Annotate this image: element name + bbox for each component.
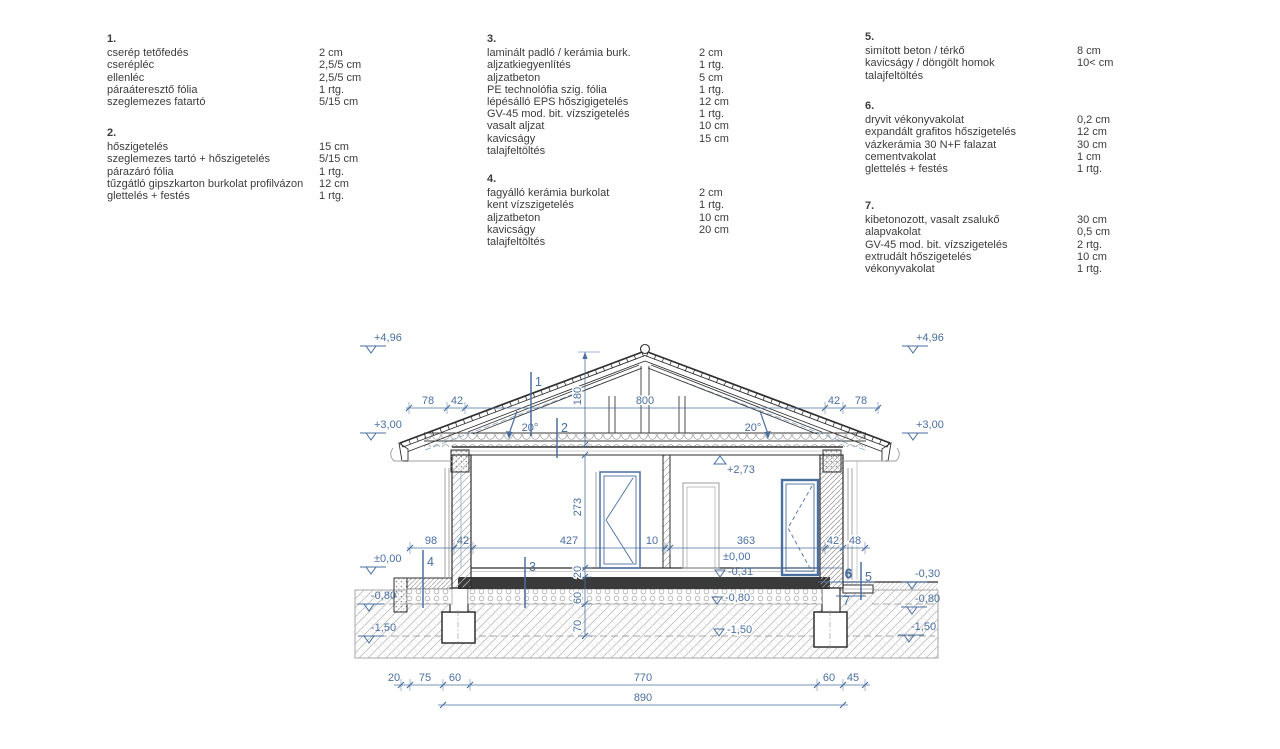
legend-item-name: aljzatkiegyenlítés [487, 59, 571, 72]
legend-item-value: 0,5 cm [1077, 226, 1111, 239]
legend-item-name: cserépléc [107, 59, 155, 72]
elev-right-m080: -0,80 [915, 593, 941, 605]
legend-item-name: talajfeltöltés [487, 235, 546, 248]
elev-right-496: +4,96 [916, 332, 944, 344]
dim-found-770: 770 [633, 672, 653, 684]
legend-item-name: GV-45 mod. bit. vízszigetelés [865, 238, 1008, 251]
elev-mid-m150: -1,50 [727, 624, 753, 636]
ref-3: 3 [529, 560, 536, 574]
opening-inner [687, 487, 715, 568]
legend-item-value: 15 cm [699, 132, 729, 145]
ref-5: 5 [865, 570, 872, 584]
dim-floor-98: 98 [424, 535, 438, 547]
dim-floor-10: 10 [645, 535, 659, 547]
legend-item-value: 1 cm [1077, 150, 1101, 163]
elev-left-496: +4,96 [374, 332, 402, 344]
legend-item-value: 5 cm [699, 71, 723, 84]
legend-item-value: 1 rtg. [319, 189, 345, 202]
dim-roof-800: 800 [635, 395, 655, 407]
dim-vert-60: 60 [572, 591, 584, 605]
legend-item-name: vázkerámia 30 N+F falazat [865, 138, 997, 151]
elev-right-m030: -0,30 [915, 568, 941, 580]
dim-roof-right-42: 42 [827, 395, 841, 407]
opening-outline [683, 483, 719, 568]
legend-item-value: 12 cm [699, 95, 729, 108]
ring-beam-left [451, 450, 469, 472]
legend-item-value: 5/15 cm [319, 95, 359, 108]
dim-found-60-left: 60 [448, 672, 462, 684]
legend-item-name: talajfeltöltés [865, 69, 924, 82]
dim-floor-48: 48 [848, 535, 862, 547]
partition-wall [663, 455, 670, 568]
legend-section-number: 3. [487, 33, 497, 45]
legend-section-number: 5. [865, 31, 875, 43]
legend-item-value: 1 rtg. [699, 83, 725, 96]
legend-item-value: 2 cm [699, 47, 723, 60]
interior-door-left [596, 472, 640, 568]
legend-item-value: 2 rtg. [1077, 238, 1103, 251]
legend-item-value: 15 cm [319, 141, 349, 154]
legend-item-value: 10 cm [699, 120, 729, 133]
legend-section-number: 4. [487, 173, 497, 185]
legend-item-value: 5/15 cm [319, 153, 359, 166]
legend-item-name: glettelés + festés [865, 162, 948, 175]
legend-item-name: aljzatbeton [487, 211, 541, 224]
legend-item-value: 20 cm [699, 223, 729, 236]
elev-left-300: +3,00 [374, 419, 402, 431]
terrace-gravel [407, 589, 452, 604]
footing-left [442, 612, 475, 643]
legend-section-number: 1. [107, 33, 117, 45]
dim-roof-left-78: 78 [421, 395, 435, 407]
legend-item-value: 10 cm [1077, 250, 1107, 263]
legend-item-name: hőszigetelés [107, 141, 169, 154]
legend-item-name: szeglemezes tartó + hőszigetelés [107, 153, 270, 166]
door-leaf [786, 484, 814, 571]
diagonal-right-b [648, 368, 817, 434]
legend-item-name: PE technolófia szig. fólia [487, 83, 607, 96]
dim-found-20: 20 [387, 672, 401, 684]
legend-item-name: extrudált hőszigetelés [865, 250, 972, 263]
legend-item-name: alapvakolat [865, 226, 921, 239]
legend-item-value: 1 rtg. [319, 165, 345, 178]
dim-found-45: 45 [846, 672, 860, 684]
reinforced-slab [458, 577, 830, 589]
diagonal-right-a [651, 365, 822, 432]
gravel-bed [468, 589, 822, 604]
legend-item-name: simított beton / térkő [865, 45, 965, 58]
door-swing-symbol [606, 478, 633, 563]
legend-item-value: 10< cm [1077, 57, 1114, 70]
foundation-wall-right [822, 588, 840, 612]
door-frame [782, 480, 818, 575]
legend-item-value: 10 cm [699, 211, 729, 224]
diagonal-left-a [468, 365, 639, 432]
exterior-door-right [782, 480, 818, 575]
legend-item-name: vasalt aljzat [487, 120, 545, 133]
legend-item-name: GV-45 mod. bit. vízszigetelés [487, 108, 630, 121]
legend-item-value: 1 rtg. [699, 108, 725, 121]
loft-insulation [424, 434, 866, 447]
legend-item-value: 1 rtg. [699, 199, 725, 212]
legend-item-value: 8 cm [1077, 45, 1101, 58]
legend-section-number: 7. [865, 200, 875, 212]
legend-section-number: 2. [107, 127, 117, 139]
roof-tile-top-right [645, 351, 890, 443]
footing-right [814, 612, 847, 647]
dim-floor-427: 427 [559, 535, 579, 547]
legend-item-name: glettelés + festés [107, 189, 190, 202]
legend-item-name: páraáteresztő fólia [107, 83, 198, 96]
legend-item-name: vékonyvakolat [865, 262, 935, 275]
dim-vert-273: 273 [572, 497, 584, 517]
legend-item-name: ellenléc [107, 71, 145, 84]
legend-item-name: expandált grafitos hőszigetelés [865, 126, 1017, 139]
legend-item-value: 2 cm [319, 47, 343, 60]
dim-line-floor [407, 542, 870, 554]
door-opening-back [683, 483, 719, 568]
legend-item-value: 1 rtg. [319, 83, 345, 96]
legend-item-name: cserép tetőfedés [107, 47, 189, 60]
dim-floor-42-left: 42 [456, 535, 470, 547]
legend-item-name: tűzgátló gipszkarton burkolat profilvázon [107, 177, 304, 190]
elev-mid-273: +2,73 [727, 464, 755, 476]
legend-item-name: fagyálló kerámia burkolat [487, 187, 610, 200]
floor-slab [458, 565, 830, 589]
walls [451, 450, 843, 588]
ridge-cap [641, 345, 650, 354]
dim-found-75: 75 [418, 672, 432, 684]
elev-mid-m080: -0,80 [725, 592, 751, 604]
legend-item-value: 1 rtg. [1077, 162, 1103, 175]
elev-left-m150: -1,50 [371, 622, 397, 634]
dim-roof-left-42: 42 [450, 395, 464, 407]
legend-item-name: talajfeltöltés [487, 144, 546, 157]
legend-item-name: lépésálló EPS hőszigigetelés [487, 95, 629, 108]
elev-right-300: +3,00 [916, 419, 944, 431]
dim-floor-363: 363 [736, 535, 756, 547]
legend-item-name: szeglemezes fatartó [107, 95, 206, 108]
ceiling-level-triangle [714, 456, 726, 464]
legend-item-value: 2,5/5 cm [319, 71, 362, 84]
legend-item-value: 1 rtg. [699, 59, 725, 72]
elev-mid-m031: -0,31 [728, 566, 754, 578]
legend-item-value: 30 cm [1077, 138, 1107, 151]
legend-item-value: 1 rtg. [1077, 262, 1103, 275]
elev-right-m150: -1,50 [911, 621, 937, 633]
legend-item-value: 2,5/5 cm [319, 59, 362, 72]
legend-item-name: kavicságy / döngölt homok [865, 57, 995, 70]
legend-item-name: párazáró fólia [107, 165, 174, 178]
wall-left [452, 455, 471, 588]
legend-item-name: kibetonozott, vasalt zsalukő [865, 214, 1000, 227]
legend-item-name: kavicságy [487, 132, 536, 145]
legend-item-name: cementvakolat [865, 150, 936, 163]
ref-6: 6 [845, 567, 852, 581]
roof-angle-right: 20° [744, 422, 762, 434]
dim-vert-180: 180 [572, 386, 584, 406]
elev-mid-000: ±0,00 [723, 551, 751, 563]
legend-item-value: 2 cm [699, 187, 723, 200]
legend-item-name: laminált padló / kerámia burk. [487, 47, 631, 60]
door-leaf [604, 476, 636, 564]
roof-angle-left: 20° [521, 422, 539, 434]
legend-item-value: 30 cm [1077, 214, 1107, 227]
legend-item-name: kent vízszigetelés [487, 199, 574, 212]
ceiling [424, 433, 866, 455]
elev-left-000: ±0,00 [374, 553, 402, 565]
dim-total-890: 890 [633, 692, 653, 704]
ref-1: 1 [535, 375, 542, 389]
door-swing-symbol-dashed [788, 486, 812, 572]
legend-item-name: kavicságy [487, 223, 536, 236]
legend-item-name: aljzatbeton [487, 71, 541, 84]
legend-item-value: 12 cm [1077, 126, 1107, 139]
dim-floor-42-right: 42 [826, 535, 840, 547]
terrace-slab [407, 578, 452, 589]
legend-item-name: dryvit vékonyvakolat [865, 114, 965, 127]
elev-left-m080: -0,80 [371, 590, 397, 602]
dim-vert-20: 20 [572, 565, 584, 579]
ref-7: 7 [843, 594, 850, 608]
legend-section-number: 6. [865, 100, 875, 112]
dim-line-foundation [394, 679, 870, 691]
dim-found-60-right: 60 [822, 672, 836, 684]
legend-item-value: 0,2 cm [1077, 114, 1111, 127]
ref-4: 4 [427, 555, 434, 569]
dim-vert-70: 70 [572, 619, 584, 633]
ring-beam-right [823, 450, 841, 472]
dim-roof-right-78: 78 [854, 395, 868, 407]
foundation-wall-left [450, 588, 468, 612]
legend-item-value: 12 cm [319, 177, 349, 190]
ref-2: 2 [561, 421, 568, 435]
